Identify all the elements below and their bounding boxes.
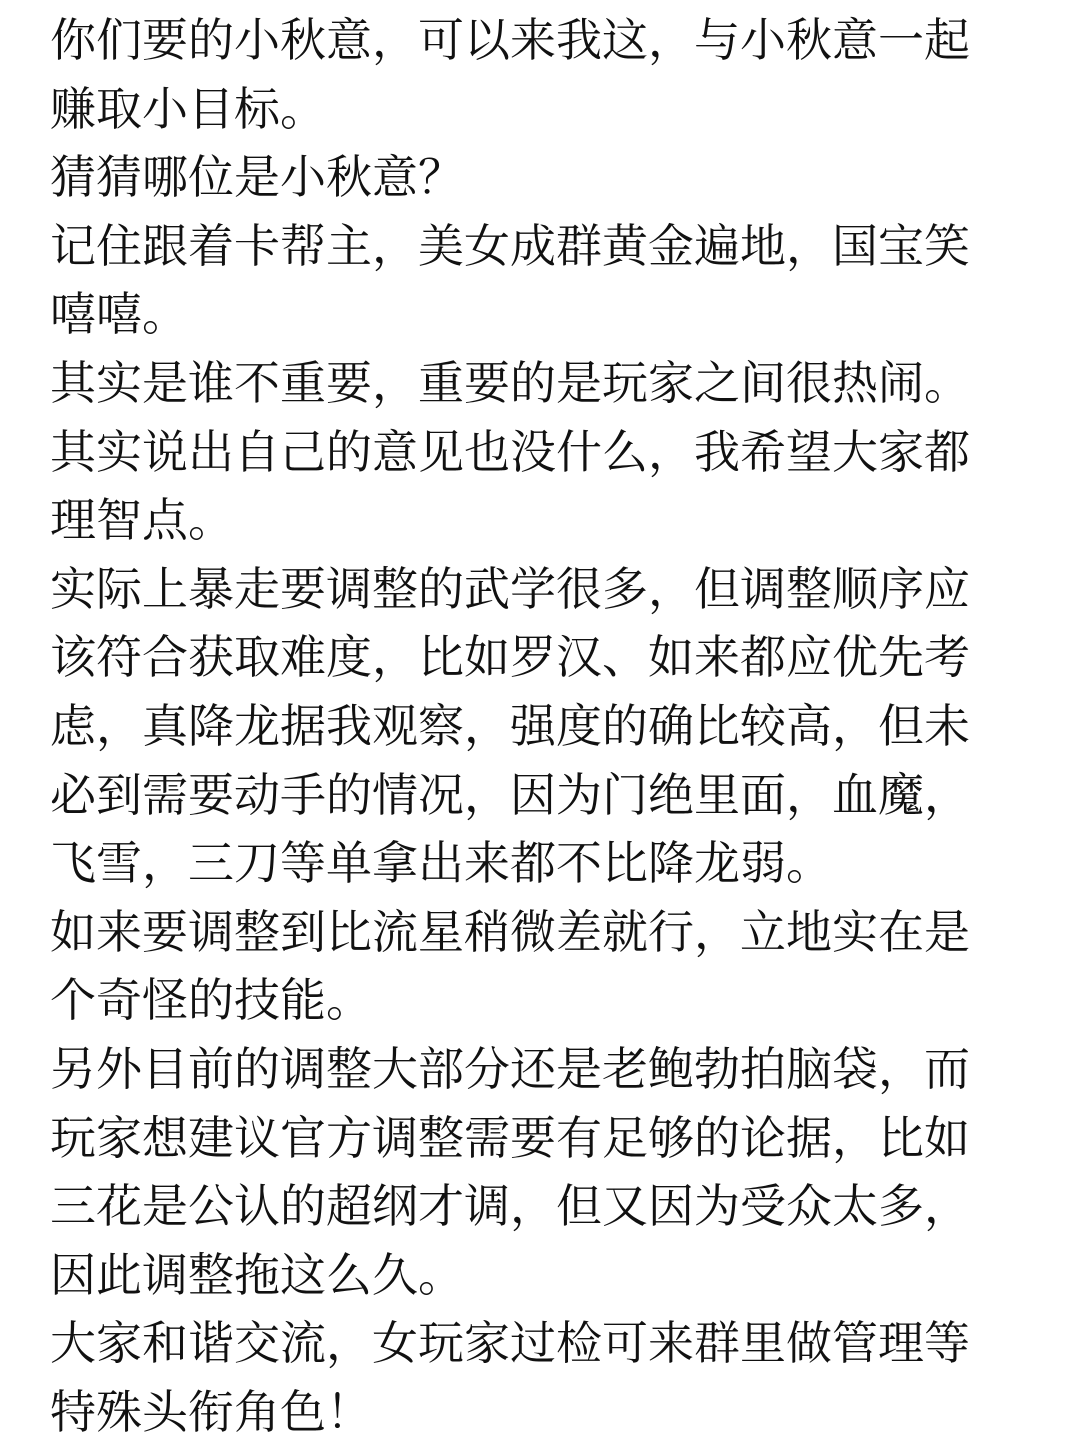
- text-line: 虑，真降龙据我观察，强度的确比较高，但未: [50, 698, 970, 753]
- text-line: 嘻嘻。: [50, 287, 188, 342]
- text-line: 记住跟着卡帮主，美女成群黄金遍地，国宝笑: [50, 218, 970, 273]
- text-line: 实际上暴走要调整的武学很多，但调整顺序应: [50, 561, 970, 616]
- text-line: 猜猜哪位是小秋意？: [50, 150, 464, 205]
- text-line: 另外目前的调整大部分还是老鲍勃拍脑袋，而: [50, 1041, 970, 1096]
- text-line: 个奇怪的技能。: [50, 973, 372, 1028]
- text-line: 特殊头衔角色！: [50, 1384, 372, 1439]
- text-line: 大家和谐交流，女玩家过检可来群里做管理等: [50, 1316, 970, 1371]
- text-line: 三花是公认的超纲才调，但又因为受众太多，: [50, 1179, 970, 1234]
- text-line: 如来要调整到比流星稍微差就行，立地实在是: [50, 904, 970, 959]
- text-line: 该符合获取难度，比如罗汉、如来都应优先考: [50, 630, 970, 685]
- text-line: 飞雪，三刀等单拿出来都不比降龙弱。: [50, 836, 832, 891]
- post-body-text: [50, 6, 1060, 1446]
- text-line: 玩家想建议官方调整需要有足够的论据，比如: [50, 1110, 970, 1165]
- text-line: 因此调整拖这么久。: [50, 1247, 464, 1302]
- text-line: 其实说出自己的意见也没什么，我希望大家都: [50, 424, 970, 479]
- text-line: 必到需要动手的情况，因为门绝里面，血魔，: [50, 767, 970, 822]
- text-line: 其实是谁不重要，重要的是玩家之间很热闹。: [50, 355, 970, 410]
- text-line: 你们要的小秋意，可以来我这，与小秋意一起: [50, 13, 970, 67]
- text-line: 理智点。: [50, 493, 234, 548]
- text-line: 赚取小目标。: [50, 81, 326, 136]
